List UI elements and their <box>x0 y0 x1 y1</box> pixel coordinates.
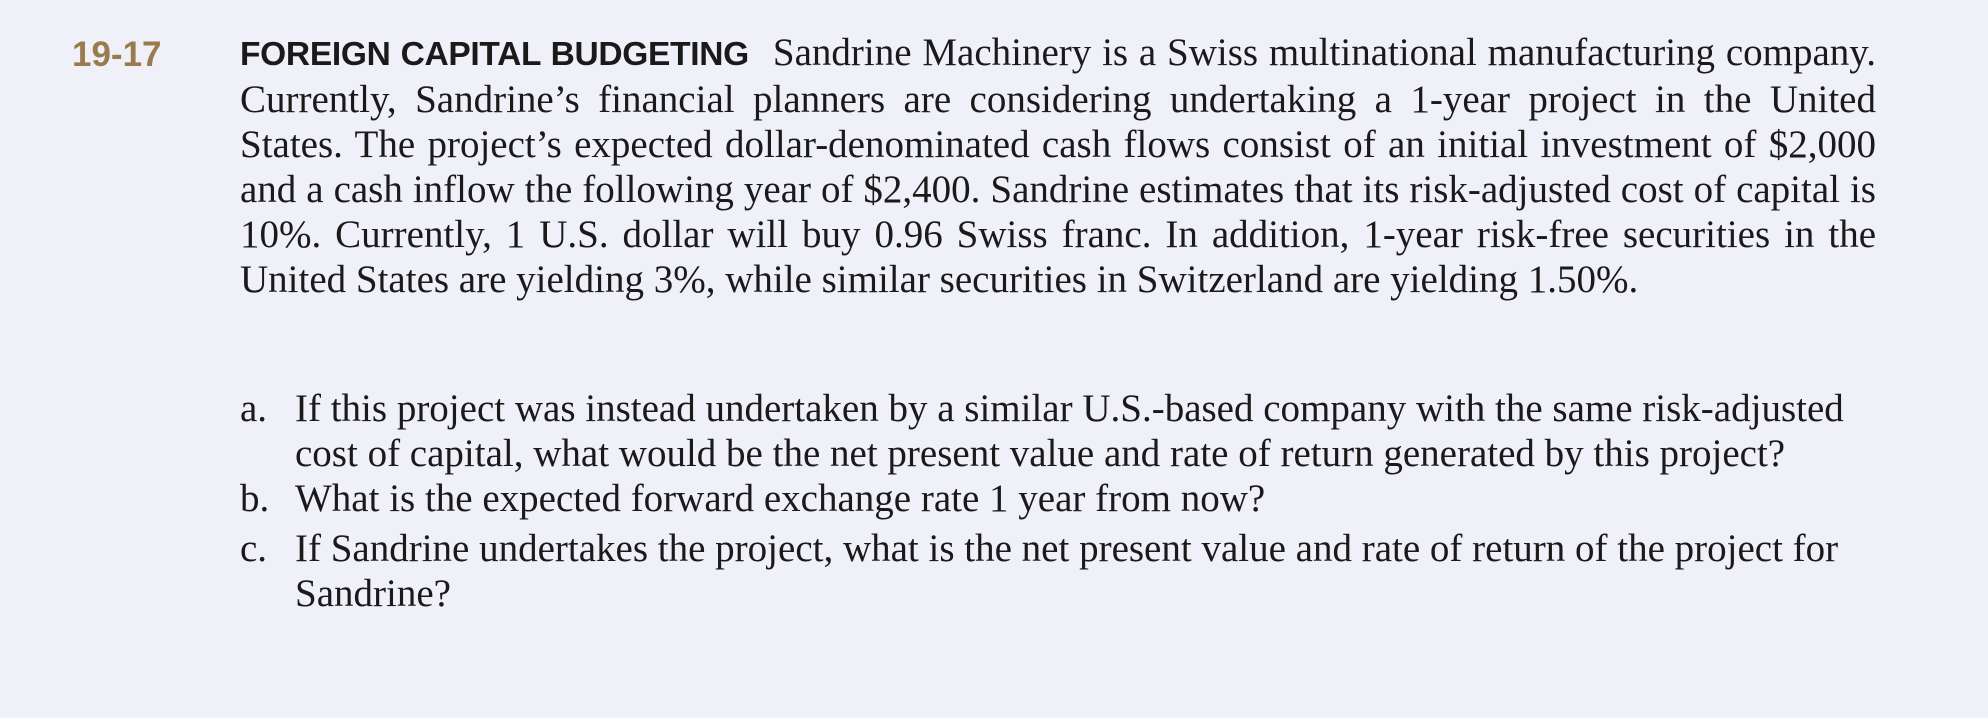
question-part-b <box>240 476 1880 521</box>
part-c-label: c. <box>240 527 268 570</box>
question-part-a <box>240 386 1880 476</box>
question-parts <box>240 386 1880 616</box>
problem-intro <box>240 30 1876 302</box>
part-a-text: If this project was instead undertaken by a similar U.S.-based company with the same risk-adjusted cost of capital, what would be the net present value and rate of return generated by this project? <box>295 387 1844 475</box>
problem-number: 19-17 <box>72 35 162 74</box>
part-b-text: What is the expected forward exchange rate 1 year from now? <box>295 477 1266 520</box>
part-c-text: If Sandrine undertakes the project, what is the net present value and rate of return of the project for Sandrine? <box>295 527 1839 615</box>
problem-intro-text: Sandrine Machinery is a Swiss multinational manufacturing company. Currently, Sandrine’s financial planners are considering undertaking a 1-year project in the United States. The project’s expected dollar-denominated cash flows consist of an initial investment of $2,000 and a cash inflow the following year of $2,400. Sandrine estimates that its risk-adjusted cost of capital is 10%. Currently, 1 U.S. dollar will buy 0.96 Swiss franc. In addition, 1-year risk-free securities in the United States are yielding 3%, while similar securities in Switzerland are yielding 1.50%. <box>240 31 1877 301</box>
question-part-c <box>240 526 1880 616</box>
part-a-label: a. <box>240 387 268 430</box>
part-b-label: b. <box>240 477 270 520</box>
problem-title: FOREIGN CAPITAL BUDGETING <box>240 36 749 73</box>
